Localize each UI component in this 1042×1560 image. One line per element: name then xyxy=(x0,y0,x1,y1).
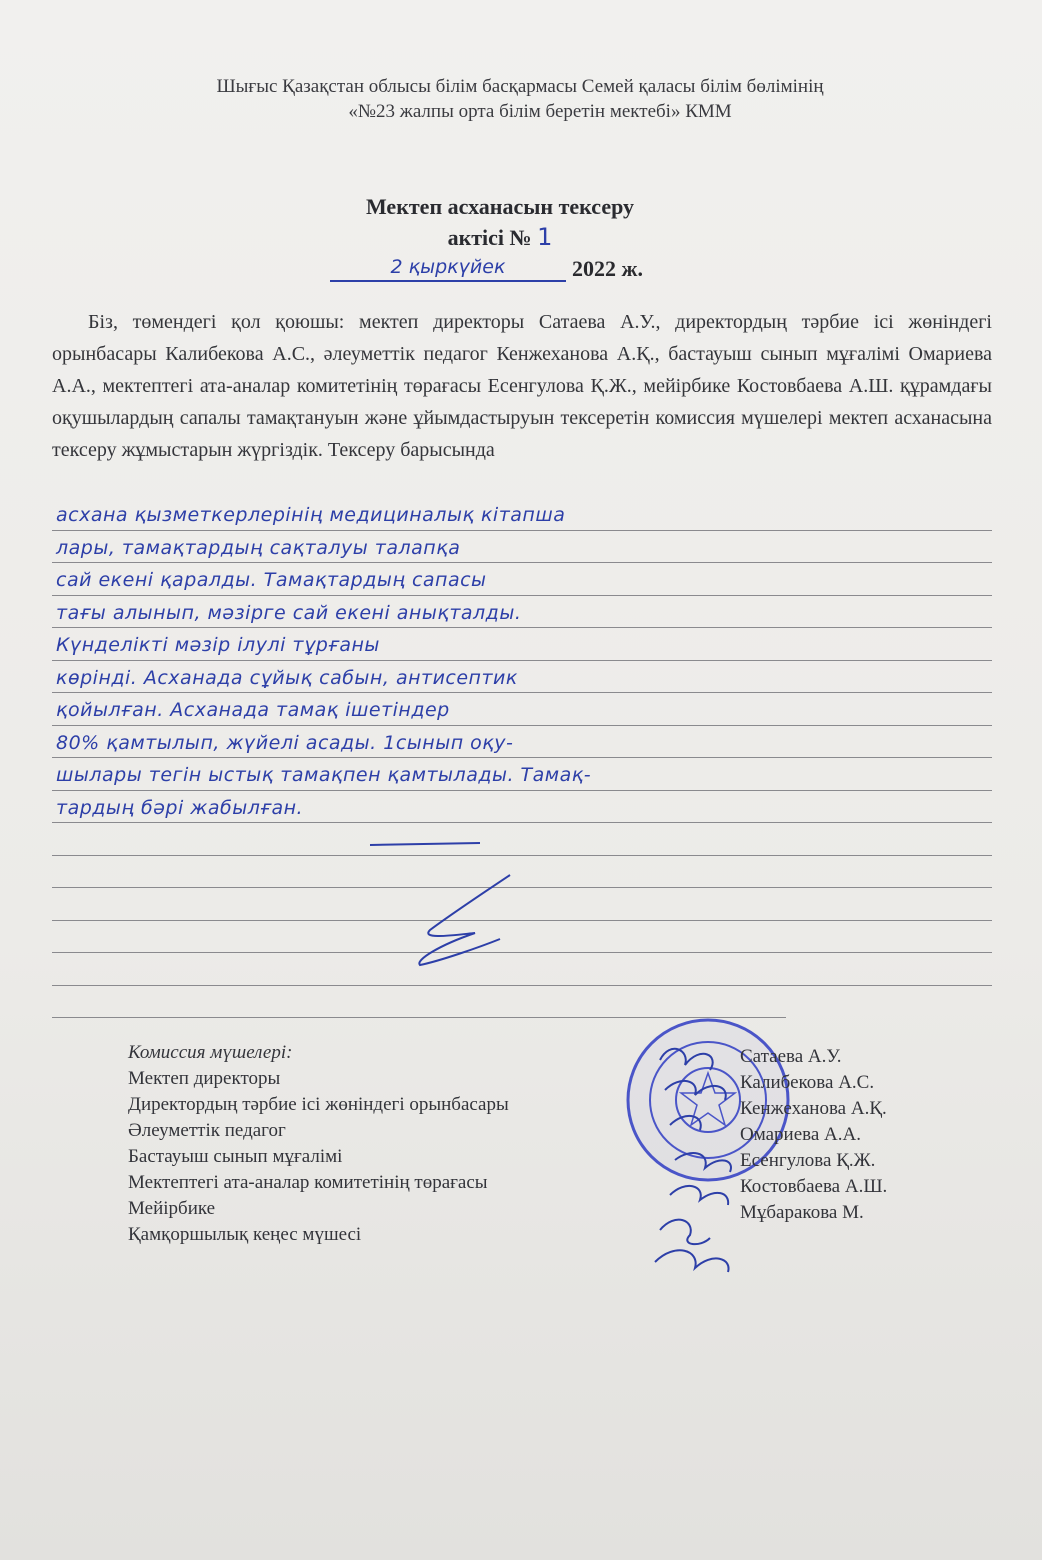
role-trustee-council: Қамқоршылық кеңес мүшесі xyxy=(128,1224,362,1245)
member-name: Омариева А.А. xyxy=(740,1124,861,1145)
date-line xyxy=(330,252,750,288)
role-deputy-director: Директордың тәрбие ісі жөніндегі орынбасары xyxy=(128,1094,509,1115)
finding-line: шылары тегін ыстық тамақпен қамтылады. Тамақ- xyxy=(52,758,992,791)
member-name: Костовбаева А.Ш. xyxy=(740,1176,888,1197)
document-header xyxy=(60,74,980,124)
header-line-1: Шығыс Қазақстан облысы білім басқармасы Семей қаласы білім бөлімінің xyxy=(216,76,824,97)
title-act-label: актісі № xyxy=(447,225,532,250)
finding-line: Күнделікті мәзір ілулі тұрғаны xyxy=(52,628,992,661)
finding-line: 80% қамтылып, жүйелі асады. 1сынып оқу- xyxy=(52,726,992,759)
title-line-2 xyxy=(200,222,800,253)
member-name: Мұбаракова М. xyxy=(740,1202,864,1223)
intro-paragraph: Біз, төмендегі қол қоюшы: мектеп директоры Сатаева А.У., директордың тәрбие ісі жөніндегі орынбасары Калибекова А.С., әлеуметтік педагог Кенжеханова А.Қ., бастауыш сынып мұғалімі Омариева А.А., мектептегі ата-аналар комитетінің төрағасы Есенгулова Қ.Ж., мейірбике Костовбаева А.Ш. құрамдағы оқушылардың сапалы тамақтануын және ұйымдастыруын тексеретін комиссия мүшелері мектеп асханасына тексеру жұмыстарын жүргіздік. Тексеру барысында xyxy=(52,311,992,461)
role-social-pedagogue: Әлеуметтік педагог xyxy=(128,1120,286,1141)
commission-roles xyxy=(128,1040,648,1248)
role-parent-committee-chair: Мектептегі ата-аналар комитетінің төрағасы xyxy=(128,1172,488,1193)
document-title xyxy=(200,192,800,253)
header-line-2: «№23 жалпы орта білім беретін мектебі» КММ xyxy=(348,101,732,122)
finding-line: сай екені қаралды. Тамақтардың сапасы xyxy=(52,563,992,596)
closing-scribble-signature xyxy=(360,835,560,995)
member-name: Кенжеханова А.Қ. xyxy=(740,1098,887,1119)
finding-line: көрінді. Асханада сұйық сабын, антисептик xyxy=(52,661,992,694)
role-primary-teacher: Бастауыш сынып мұғалімі xyxy=(128,1146,343,1167)
member-name: Есенгулова Қ.Ж. xyxy=(740,1150,876,1171)
finding-line: асхана қызметкерлерінің медициналық кітапша xyxy=(52,498,992,531)
title-line-1: Мектеп асханасын тексеру xyxy=(365,194,635,219)
finding-line: лары, тамақтардың сақталуы талапқа xyxy=(52,531,992,564)
finding-line: қойылған. Асханада тамақ ішетіндер xyxy=(52,693,992,726)
member-name: Сатаева А.У. xyxy=(740,1046,842,1067)
date-year: 2022 ж. xyxy=(572,256,643,281)
finding-line: тағы алынып, мәзірге сай екені анықталды. xyxy=(52,596,992,629)
role-nurse: Мейірбике xyxy=(128,1198,216,1219)
act-number-handwritten: 1 xyxy=(537,223,553,251)
finding-line: тардың бәрі жабылған. xyxy=(52,791,992,824)
role-director: Мектеп директоры xyxy=(128,1068,281,1089)
date-handwritten: 2 қыркүйек xyxy=(330,256,566,282)
member-name: Калибекова А.С. xyxy=(740,1072,875,1093)
commission-names xyxy=(740,1044,1000,1226)
commission-caption: Комиссия мүшелері: xyxy=(128,1042,293,1063)
